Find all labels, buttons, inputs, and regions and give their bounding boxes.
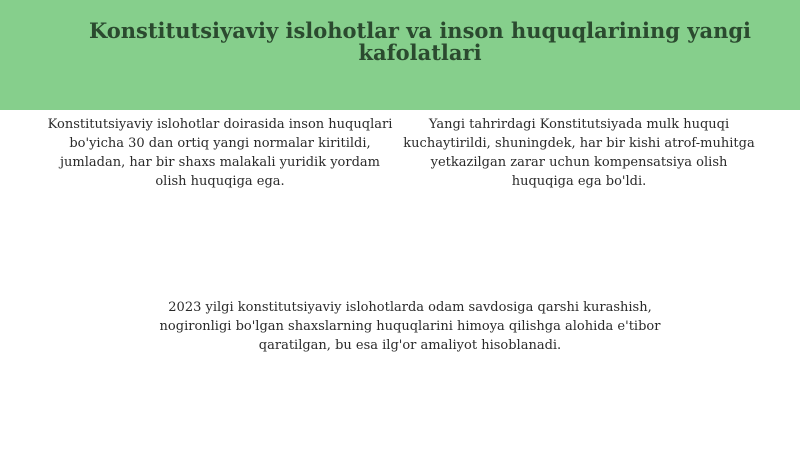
text-block-left: Konstitutsiyaviy islohotlar doirasida inson huquqlari bo'yicha 30 dan ortiq yangi normalar kiritildi, jumladan, har bir shaxs malakali yuridik yordam olish huquqiga ega. — [47, 117, 393, 189]
slide-title: Konstitutsiyaviy islohotlar va inson huquqlarining yangi kafolatlari — [88, 18, 752, 65]
text-block-right: Yangi tahrirdagi Konstitutsiyada mulk huquqi kuchaytirildi, shuningdek, har bir kishi atrof-muhitga yetkazilgan zarar uchun kompensatsiya olish huquqiga ega bo'ldi. — [403, 117, 755, 189]
text-block-bottom: 2023 yilgi konstitutsiyaviy islohotlarda odam savdosiga qarshi kurashish, nogironligi bo'lgan shaxslarning huquqlarini himoya qilishga alohida e'tibor qaratilgan, bu esa ilg'or amaliyot hisoblanadi. — [159, 300, 661, 353]
